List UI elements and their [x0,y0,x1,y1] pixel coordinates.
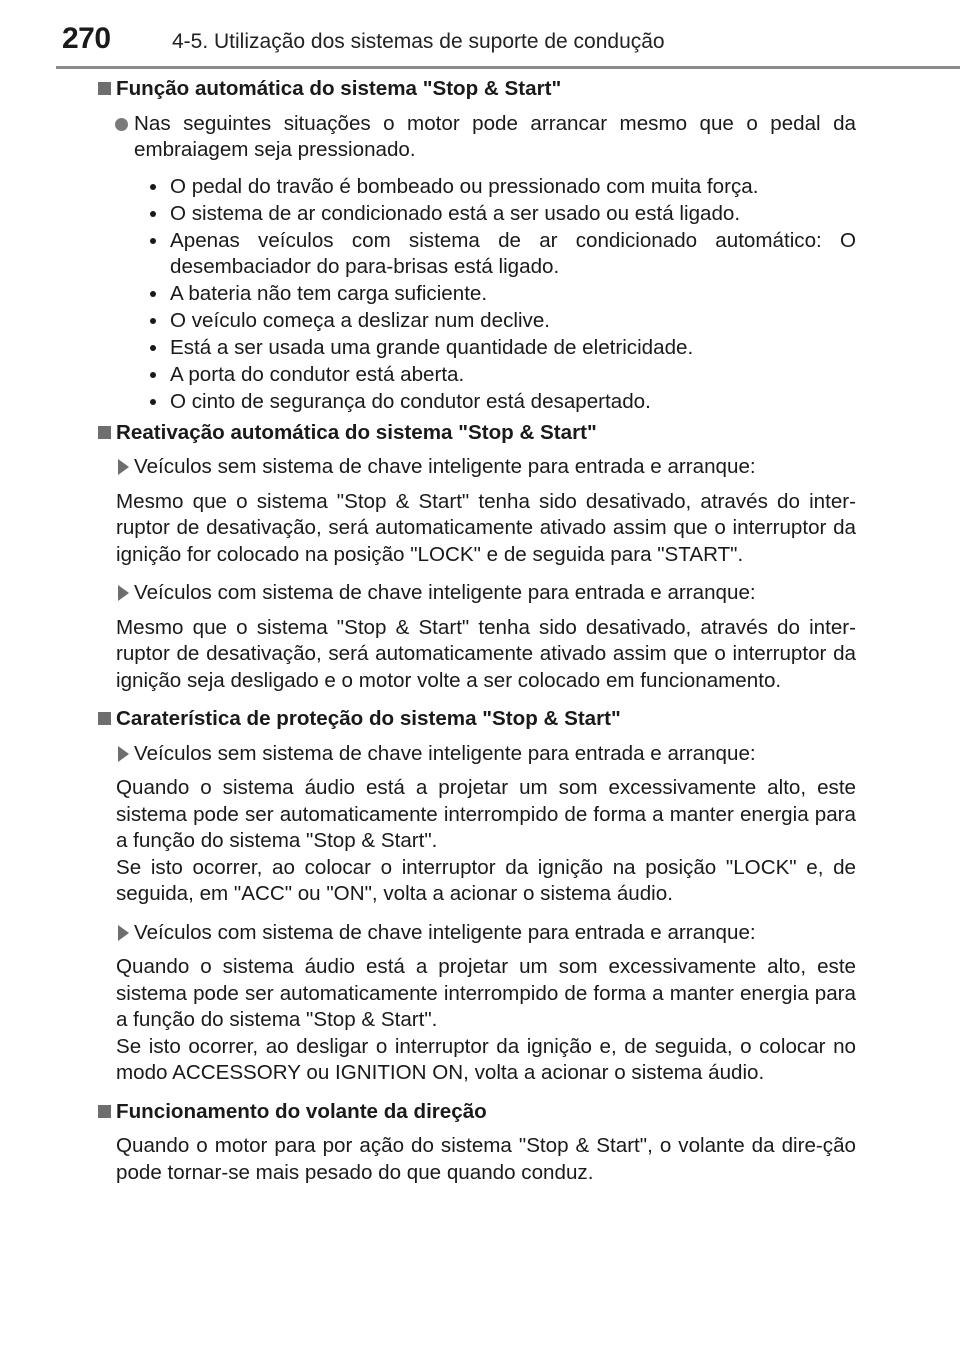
list-item: O cinto de segurança do condutor está desapertado. [0,389,960,416]
square-bullet-icon [98,1105,111,1118]
arrow-right-icon [118,585,129,601]
subsection-label: Veículos com sistema de chave inteligente para entrada e arranque: [0,920,960,947]
arrow-right-icon [118,459,129,475]
list-item: A porta do condutor está aberta. [0,362,960,389]
circle-bullet-item: Nas seguintes situações o motor pode arrancar mesmo que o pedal da embraiagem seja pressionado. [0,111,960,164]
paragraph: Quando o sistema áudio está a projetar um som excessivamente alto, este sistema pode ser automaticamente interrompido de forma a manter energia para a função do sistema "Stop & Start". Se isto ocorrer, ao desligar o interruptor da ignição e, de seguida, o colocar no modo ACCESSORY ou IGNITION ON, volta a acionar o sistema áudio. [116,955,856,1084]
list-item: O sistema de ar condicionado está a ser usado ou está ligado. [0,201,960,228]
bullet-icon [150,345,156,351]
page-header [0,0,960,70]
bullet-icon [150,238,156,244]
paragraph: Mesmo que o sistema "Stop & Start" tenha sido desativado, através do inter-ruptor de desativação, será automaticamente ativado assim que o interruptor da ignição seja desligado e o motor volte a ser colocado em funcionamento. [116,615,856,692]
circle-bullet-icon [115,118,128,131]
subsection-label: Veículos sem sistema de chave inteligente para entrada e arranque: [0,741,960,768]
bullet-icon [150,399,156,405]
section-heading: Funcionamento do volante da direção [0,1099,960,1126]
paragraph: Quando o motor para por ação do sistema "Stop & Start", o volante da dire-ção pode tornar-se mais pesado do que quando conduz. [116,1134,856,1184]
page-content [0,74,960,1198]
subsection-label: Veículos com sistema de chave inteligente para entrada e arranque: [0,580,960,607]
arrow-right-icon [118,746,129,762]
list-item: Está a ser usada uma grande quantidade de eletricidade. [0,335,960,362]
header-divider [56,66,960,69]
section-heading: Função automática do sistema "Stop & Start" [0,76,960,103]
list-item: A bateria não tem carga suficiente. [0,281,960,308]
list-item: O pedal do travão é bombeado ou pressionado com muita força. [0,174,960,201]
page-number: 270 [62,22,111,55]
condition-list [0,174,960,416]
subsection-label: Veículos sem sistema de chave inteligente para entrada e arranque: [0,454,960,481]
list-item: O veículo começa a deslizar num declive. [0,308,960,335]
bullet-icon [150,291,156,297]
section-heading: Caraterística de proteção do sistema "Stop & Start" [0,706,960,733]
square-bullet-icon [98,712,111,725]
paragraph: Quando o sistema áudio está a projetar um som excessivamente alto, este sistema pode ser automaticamente interrompido de forma a manter energia para a função do sistema "Stop & Start". Se isto ocorrer, ao colocar o interruptor da ignição na posição "LOCK" e, de seguida, em "ACC" ou "ON", volta a acionar o sistema áudio. [116,776,856,905]
bullet-icon [150,372,156,378]
square-bullet-icon [98,82,111,95]
section-heading: Reativação automática do sistema "Stop & Start" [0,420,960,447]
bullet-icon [150,184,156,190]
section-title: 4-5. Utilização dos sistemas de suporte de condução [172,30,665,53]
list-item: Apenas veículos com sistema de ar condicionado automático: O desembaciador do para-brisas está ligado. [0,228,960,281]
bullet-icon [150,318,156,324]
arrow-right-icon [118,925,129,941]
square-bullet-icon [98,426,111,439]
paragraph: Mesmo que o sistema "Stop & Start" tenha sido desativado, através do inter-ruptor de desativação, será automaticamente ativado assim que o interruptor da ignição for colocado na posição "LOCK" e de seguida para "START". [116,489,856,566]
bullet-icon [150,211,156,217]
